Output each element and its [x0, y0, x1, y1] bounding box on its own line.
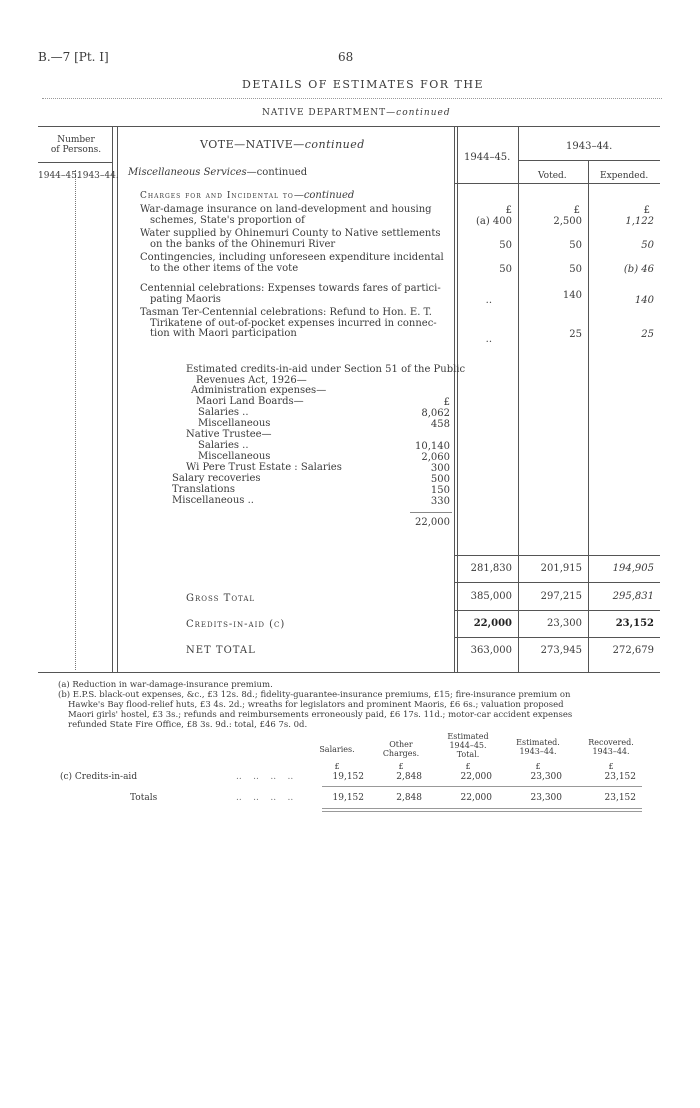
pound-sign-est: £	[505, 205, 512, 216]
item-war-damage-voted: 2,500	[553, 216, 582, 227]
credit-row-translations: Translations	[172, 484, 235, 495]
gross-total-voted: 297,215	[540, 591, 582, 602]
credit-row-wi-pere: Wi Pere Trust Estate : Salaries	[186, 462, 342, 473]
credit-value-salaries-mlb: 8,062	[421, 408, 450, 419]
col-1943-header: 1943–44.	[566, 141, 613, 152]
summary-leader-dots: .. .. .. ..	[236, 772, 294, 782]
item-water-expended: 50	[641, 240, 654, 251]
credits-total: 22,000	[415, 517, 450, 528]
net-total-label: NET TOTAL	[186, 645, 256, 656]
number-of-persons-header: Number of Persons.	[50, 135, 102, 155]
item-tasman-voted: 25	[569, 329, 582, 340]
summary-pound-estimated2: £	[535, 762, 541, 771]
item-centennial: Centennial celebrations: Expenses towards fares of partici- pating Maoris	[140, 283, 441, 305]
summary-pound-estimated: £	[465, 762, 471, 771]
summary-row-totals-label: Totals	[130, 793, 158, 803]
item-contingencies-voted: 50	[569, 264, 582, 275]
credit-row-salary-recoveries: Salary recoveries	[172, 473, 261, 484]
net-total-expended: 272,679	[612, 645, 654, 656]
credit-row-misc-nt: Miscellaneous	[198, 451, 271, 462]
subtotal-expended: 194,905	[612, 563, 654, 574]
summary-credits-salaries: 19,152	[332, 772, 364, 782]
summary-header-salaries: Salaries.	[319, 745, 355, 754]
credit-value-miscellaneous: 330	[430, 496, 450, 507]
page-number: 68	[338, 50, 354, 64]
credits-intro: Estimated credits-in-aid under Section 51 of the Public Revenues Act, 1926— Administration expenses— Maori Land Boards—	[186, 364, 466, 407]
expended-header: Expended.	[600, 171, 649, 181]
vote-heading: VOTE—NATIVE—continued	[200, 138, 365, 151]
summary-pound-other: £	[398, 762, 404, 771]
footnote-b: (b) E.P.S. black-out expenses, &c., £3 12s. 8d.; fidelity-guarantee-insurance premiums, £15; fire-insurance premium on Hawke's Bay flood-relief huts, £3 4s. 2d.; wreaths for legislators and prominent Maoris, £6 6s.; valuation proposed Maori girls' hostel, £3 3s.; refunds and reimbursements erroneously paid, £6 17s. 11d.; motor-car accident expenses refunded State Fire Office, £8 3s. 9d.: total, £46 7s. 0d.	[58, 690, 573, 730]
summary-pound-recovered: £	[608, 762, 614, 771]
gross-total-label: Gross Total	[186, 593, 256, 604]
col-1944-header: 1944–45.	[464, 152, 511, 163]
item-centennial-est: ..	[485, 295, 492, 306]
summary-header-recovered: Recovered. 1943–44.	[588, 738, 634, 756]
item-water-est: 50	[499, 240, 512, 251]
item-centennial-expended: 140	[634, 295, 654, 306]
summary-totals-other: 2,848	[396, 793, 422, 803]
credit-row-salaries-nt: Salaries ..	[198, 440, 249, 451]
summary-credits-recovered: 23,152	[604, 772, 636, 782]
page-subtitle: NATIVE DEPARTMENT—continued	[262, 108, 451, 118]
credit-value-salaries-nt: 10,140	[415, 441, 450, 452]
credit-row-miscellaneous: Miscellaneous ..	[172, 495, 254, 506]
summary-credits-estimated2: 23,300	[530, 772, 562, 782]
credit-value-translations: 150	[430, 485, 450, 496]
charges-heading: Charges for and Incidental to—continued	[140, 190, 355, 201]
item-war-damage-est: (a) 400	[475, 216, 512, 227]
year-a-header: 1944–45.	[38, 171, 80, 181]
summary-leader-dots-2: .. .. .. ..	[236, 793, 294, 803]
item-war-damage-expended: 1,122	[625, 216, 654, 227]
summary-header-estimated2: Estimated. 1943–44.	[516, 738, 560, 756]
summary-header-estimated: Estimated 1944–45. Total.	[447, 732, 489, 759]
credit-value-misc-nt: 2,060	[421, 452, 450, 463]
pound-sign-expended: £	[643, 205, 650, 216]
credits-in-aid-expended: 23,152	[615, 618, 654, 629]
subtotal-voted: 201,915	[540, 563, 582, 574]
item-water-voted: 50	[569, 240, 582, 251]
credit-value-salary-recoveries: 500	[430, 474, 450, 485]
net-total-voted: 273,945	[540, 645, 582, 656]
net-total-est: 363,000	[470, 645, 512, 656]
summary-totals-recovered: 23,152	[604, 793, 636, 803]
credits-in-aid-label: Credits-in-aid (c)	[186, 619, 286, 630]
summary-totals-estimated2: 23,300	[530, 793, 562, 803]
summary-credits-other: 2,848	[396, 772, 422, 782]
pound-sign-voted: £	[573, 205, 580, 216]
summary-totals-salaries: 19,152	[332, 793, 364, 803]
credit-value-misc-mlb: 458	[430, 419, 450, 430]
credits-in-aid-est: 22,000	[473, 618, 512, 629]
summary-header-other: Other Charges.	[382, 740, 420, 758]
summary-totals-estimated: 22,000	[460, 793, 492, 803]
item-water-supplied: Water supplied by Ohinemuri County to Native settlements on the banks of the Ohinemuri River	[140, 228, 441, 250]
credit-value-wi-pere: 300	[430, 463, 450, 474]
credit-row-native-trustee: Native Trustee—	[186, 429, 272, 440]
item-war-damage: War-damage insurance on land-development and housing schemes, State's proportion of	[140, 204, 432, 226]
gross-total-expended: 295,831	[612, 591, 654, 602]
footnote-a: (a) Reduction in war-damage-insurance premium.	[58, 680, 273, 690]
credit-row-salaries-mlb: Salaries ..	[198, 407, 249, 418]
credits-pound-sign: £	[443, 397, 450, 408]
credits-in-aid-voted: 23,300	[547, 618, 582, 629]
summary-pound-salaries: £	[334, 762, 340, 771]
item-contingencies: Contingencies, including unforeseen expenditure incidental to the other items of the vote	[140, 252, 444, 274]
item-contingencies-est: 50	[499, 264, 512, 275]
item-centennial-voted: 140	[562, 290, 582, 301]
item-tasman-expended: 25	[641, 329, 654, 340]
summary-row-credits-label: (c) Credits-in-aid	[60, 772, 138, 782]
misc-services-heading: Miscellaneous Services—continued	[128, 167, 308, 178]
credit-row-misc-mlb: Miscellaneous	[198, 418, 271, 429]
item-tasman: Tasman Ter-Centennial celebrations: Refund to Hon. E. T. Tirikatene of out-of-pocket expenses incurred in connec- tion with Maori participation	[140, 307, 437, 339]
item-tasman-est: ..	[485, 334, 492, 345]
item-contingencies-expended: (b) 46	[623, 264, 654, 275]
year-b-header: 1943–44.	[77, 171, 119, 181]
voted-header: Voted.	[538, 171, 567, 181]
page-ref: B.—7 [Pt. I]	[38, 50, 109, 64]
gross-total-est: 385,000	[470, 591, 512, 602]
page-title: DETAILS OF ESTIMATES FOR THE	[242, 78, 484, 91]
subtotal-est: 281,830	[470, 563, 512, 574]
summary-credits-estimated: 22,000	[460, 772, 492, 782]
